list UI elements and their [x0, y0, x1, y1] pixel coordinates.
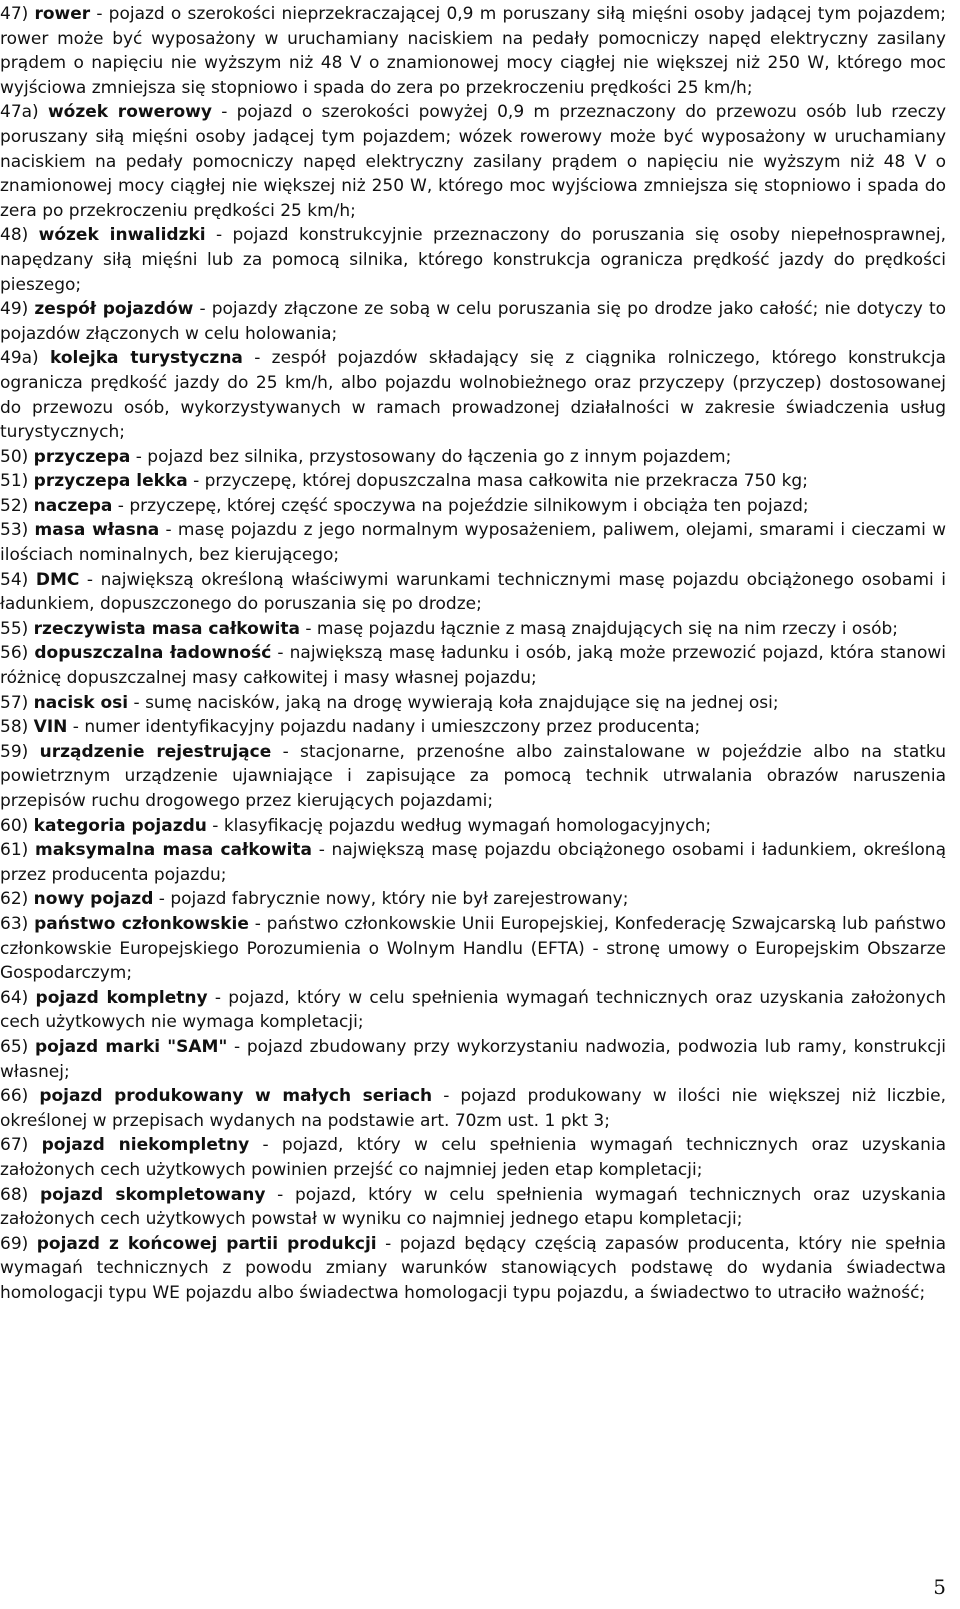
definition-text: - stacjonarne, przenośne albo zainstalowane w pojeździe albo na statku powietrznym urządzenie ujawniające i zapisujące za pomocą technik utrwalania obrazów naruszenia przepisów ruchu drogowego przez kierujących pojazdami;	[0, 741, 947, 811]
definition-entry	[0, 2, 946, 100]
entry-number: 56)	[0, 643, 29, 664]
definition-text: - pojazd fabrycznie nowy, który nie był zarejestrowany;	[153, 889, 629, 910]
definition-text: - pojazd produkowany w ilości nie większej niż liczbie, określonej w przepisach wydanych na podstawie art. 70zm ust. 1 pkt 3;	[0, 1086, 947, 1131]
defined-term: nowy pojazd	[33, 889, 154, 910]
defined-term: pojazd z końcowej partii produkcji	[36, 1233, 377, 1254]
entry-number: 62)	[0, 889, 29, 910]
defined-term: rzeczywista masa całkowita	[33, 618, 300, 639]
definition-text: - państwo członkowskie Unii Europejskiej, Konfederację Szwajcarską lub państwo członkowskie Europejskiego Porozumienia o Wolnym Handlu (EFTA) - stronę umowy o Europejskim Obszarze Gospodarczym;	[0, 913, 946, 984]
definition-entry	[0, 641, 946, 690]
entry-number: 48)	[0, 225, 29, 246]
definition-entry	[0, 445, 946, 470]
defined-term: DMC	[35, 569, 80, 590]
defined-term: kategoria pojazdu	[33, 815, 207, 836]
entry-number: 60)	[0, 815, 29, 836]
definition-entry	[0, 912, 946, 986]
defined-term: przyczepa lekka	[33, 471, 188, 492]
definition-text: - największą masę ładunku i osób, jaką może przewozić pojazd, która stanowi różnicę dopuszczalnej masy całkowitej i masy własnej pojazdu;	[0, 643, 947, 689]
defined-term: pojazd niekompletny	[41, 1135, 250, 1156]
defined-term: pojazd marki "SAM"	[34, 1036, 228, 1057]
entry-number: 59)	[0, 741, 29, 762]
defined-term: dopuszczalna ładowność	[34, 643, 272, 664]
definition-text: - klasyfikację pojazdu według wymagań homologacyjnych;	[206, 815, 712, 836]
entry-number: 65)	[0, 1036, 29, 1057]
defined-term: maksymalna masa całkowita	[34, 840, 312, 861]
definition-text: - masę pojazdu łącznie z masą znajdujących się na nim rzeczy i osób;	[299, 618, 899, 639]
entry-number: 47)	[0, 4, 29, 24]
entry-number: 54)	[0, 569, 29, 590]
definition-text: - przyczepę, której część spoczywa na pojeździe silnikowym i obciąża ten pojazd;	[112, 495, 809, 516]
entry-number: 50)	[0, 446, 29, 467]
entry-number: 67)	[0, 1135, 29, 1156]
defined-term: przyczepa	[33, 446, 131, 467]
definition-text: - pojazd, który w celu spełnienia wymagań technicznych oraz uzyskania założonych cech użytkowych powinien przejść co najmniej jeden etap kompletacji;	[0, 1135, 946, 1180]
definition-text: - sumę nacisków, jaką na drogę wywierają koła znajdujące się na jednej osi;	[128, 692, 779, 713]
entry-number: 63)	[0, 913, 29, 934]
defined-term: pojazd produkowany w małych seriach	[39, 1086, 433, 1107]
defined-term: wózek inwalidzki	[38, 225, 206, 246]
definition-text: - pojazd bez silnika, przystosowany do łączenia go z innym pojazdem;	[130, 446, 732, 467]
definition-entry	[0, 691, 946, 716]
defined-term: państwo członkowskie	[34, 913, 249, 934]
entry-number: 57)	[0, 692, 29, 713]
definition-text: - pojazd o szerokości powyżej 0,9 m przeznaczony do przewozu osób lub rzeczy poruszany siłą mięśni osoby jadącej tym pojazdem; wózek rowerowy może być wyposażony w uruchamiany naciskiem na pedały pomocniczy napęd elektryczny zasilany prądem o napięciu nie wyższym niż 48 V o znamionowej mocy ciągłej nie większej niż 250 W, którego moc wyjściowa zmniejsza się stopniowo i spada do zera po przekroczeniu prędkości 25 km/h;	[0, 102, 947, 221]
definition-entry	[0, 617, 946, 642]
entry-number: 55)	[0, 618, 29, 639]
definition-entry	[0, 346, 946, 444]
defined-term: VIN	[33, 717, 68, 738]
definition-entry	[0, 1183, 946, 1232]
defined-term: pojazd kompletny	[35, 987, 208, 1008]
definition-entry	[0, 1035, 946, 1084]
definition-entry	[0, 223, 946, 297]
entry-number: 64)	[0, 987, 29, 1008]
definition-entry	[0, 494, 946, 519]
definition-text: - pojazd konstrukcyjnie przeznaczony do poruszania się osoby niepełnosprawnej, napędzany siłą mięśni lub za pomocą silnika, którego konstrukcja ogranicza prędkość jazdy do prędkości pieszego;	[0, 225, 946, 295]
definition-entry	[0, 740, 946, 814]
entry-number: 69)	[0, 1233, 29, 1254]
entry-number: 61)	[0, 840, 29, 861]
definition-text: - największą masę pojazdu obciążonego osobami i ładunkiem, określoną przez producenta pojazdu;	[0, 840, 946, 885]
defined-term: nacisk osi	[33, 692, 129, 713]
definition-entry	[0, 838, 946, 887]
defined-term: kolejka turystyczna	[50, 348, 243, 369]
definition-entry	[0, 1133, 946, 1182]
entry-number: 68)	[0, 1184, 29, 1205]
definition-entry	[0, 814, 946, 839]
definition-text: - masę pojazdu z jego normalnym wyposażeniem, paliwem, olejami, smarami i cieczami w ilościach nominalnych, bez kierującego;	[0, 520, 946, 566]
definition-entry	[0, 1084, 946, 1133]
entry-number: 66)	[0, 1086, 29, 1107]
definition-entry	[0, 1232, 946, 1306]
definition-entry	[0, 100, 946, 223]
entry-number: 49a)	[0, 348, 39, 369]
definition-entry	[0, 297, 946, 346]
definition-text: - pojazdy złączone ze sobą w celu poruszania się po drodze jako całość; nie dotyczy to pojazdów złączonych w celu holowania;	[0, 299, 947, 344]
definition-text: - przyczepę, której dopuszczalna masa całkowita nie przekracza 750 kg;	[187, 471, 808, 492]
definition-text: - zespół pojazdów składający się z ciągnika rolniczego, którego konstrukcja ogranicza prędkość jazdy do 25 km/h, albo pojazdu wolnobieżnego oraz przyczepy (przyczep) dostosowanej do przewozu osób, wykorzystywanych w ramach prowadzonej działalności w zakresie świadczenia usług turystycznych;	[0, 348, 947, 443]
definition-entry	[0, 568, 946, 617]
definition-entry	[0, 518, 946, 567]
entry-number: 58)	[0, 717, 29, 738]
entry-number: 53)	[0, 520, 29, 541]
page-number: 5	[933, 1575, 946, 1599]
definition-text: - pojazd zbudowany przy wykorzystaniu nadwozia, podwozia lub ramy, konstrukcji własnej;	[0, 1036, 947, 1082]
definition-entry	[0, 469, 946, 494]
definition-entry	[0, 986, 946, 1035]
definition-text: - pojazd, który w celu spełnienia wymagań technicznych oraz uzyskania założonych cech użytkowych nie wymaga kompletacji;	[0, 987, 946, 1033]
definition-text: - pojazd, który w celu spełnienia wymagań technicznych oraz uzyskania założonych cech użytkowych powstał w wyniku co najmniej jednego etapu kompletacji;	[0, 1184, 946, 1230]
defined-term: masa własna	[34, 520, 160, 541]
defined-term: rower	[34, 4, 91, 24]
definition-text: - największą określoną właściwymi warunkami technicznymi masę pojazdu obciążonego osobami i ładunkiem, dopuszczonego do poruszania się po drodze;	[0, 569, 947, 615]
entry-number: 49)	[0, 299, 29, 320]
defined-term: pojazd skompletowany	[39, 1184, 266, 1205]
defined-term: wózek rowerowy	[47, 102, 212, 123]
definition-text: - pojazd będący częścią zapasów producenta, który nie spełnia wymagań technicznych z powodu zmiany warunków stanowiących podstawę do wydania świadectwa homologacji typu WE pojazdu albo świadectwa homologacji typu pojazdu, a świadectwo to utraciło ważność;	[0, 1233, 946, 1303]
defined-term: zespół pojazdów	[34, 299, 194, 320]
definition-text: - numer identyfikacyjny pojazdu nadany i umieszczony przez producenta;	[67, 717, 701, 738]
entry-number: 47a)	[0, 102, 39, 123]
entry-number: 52)	[0, 495, 29, 516]
defined-term: urządzenie rejestrujące	[39, 741, 272, 762]
definition-entry	[0, 887, 946, 912]
defined-term: naczepa	[33, 495, 113, 516]
definition-text: - pojazd o szerokości nieprzekraczającej 0,9 m poruszany siłą mięśni osoby jadącej tym pojazdem; rower może być wyposażony w uruchamiany naciskiem na pedały pomocniczy napęd elektryczny zasilany prądem o napięciu nie wyższym niż 48 V o znamionowej mocy ciągłej nie większej niż 250 W, którego moc wyjściowa zmniejsza się stopniowo i spada do zera po przekroczeniu prędkości 25 km/h;	[0, 4, 947, 98]
entry-number: 51)	[0, 471, 29, 492]
definition-entry	[0, 715, 946, 740]
